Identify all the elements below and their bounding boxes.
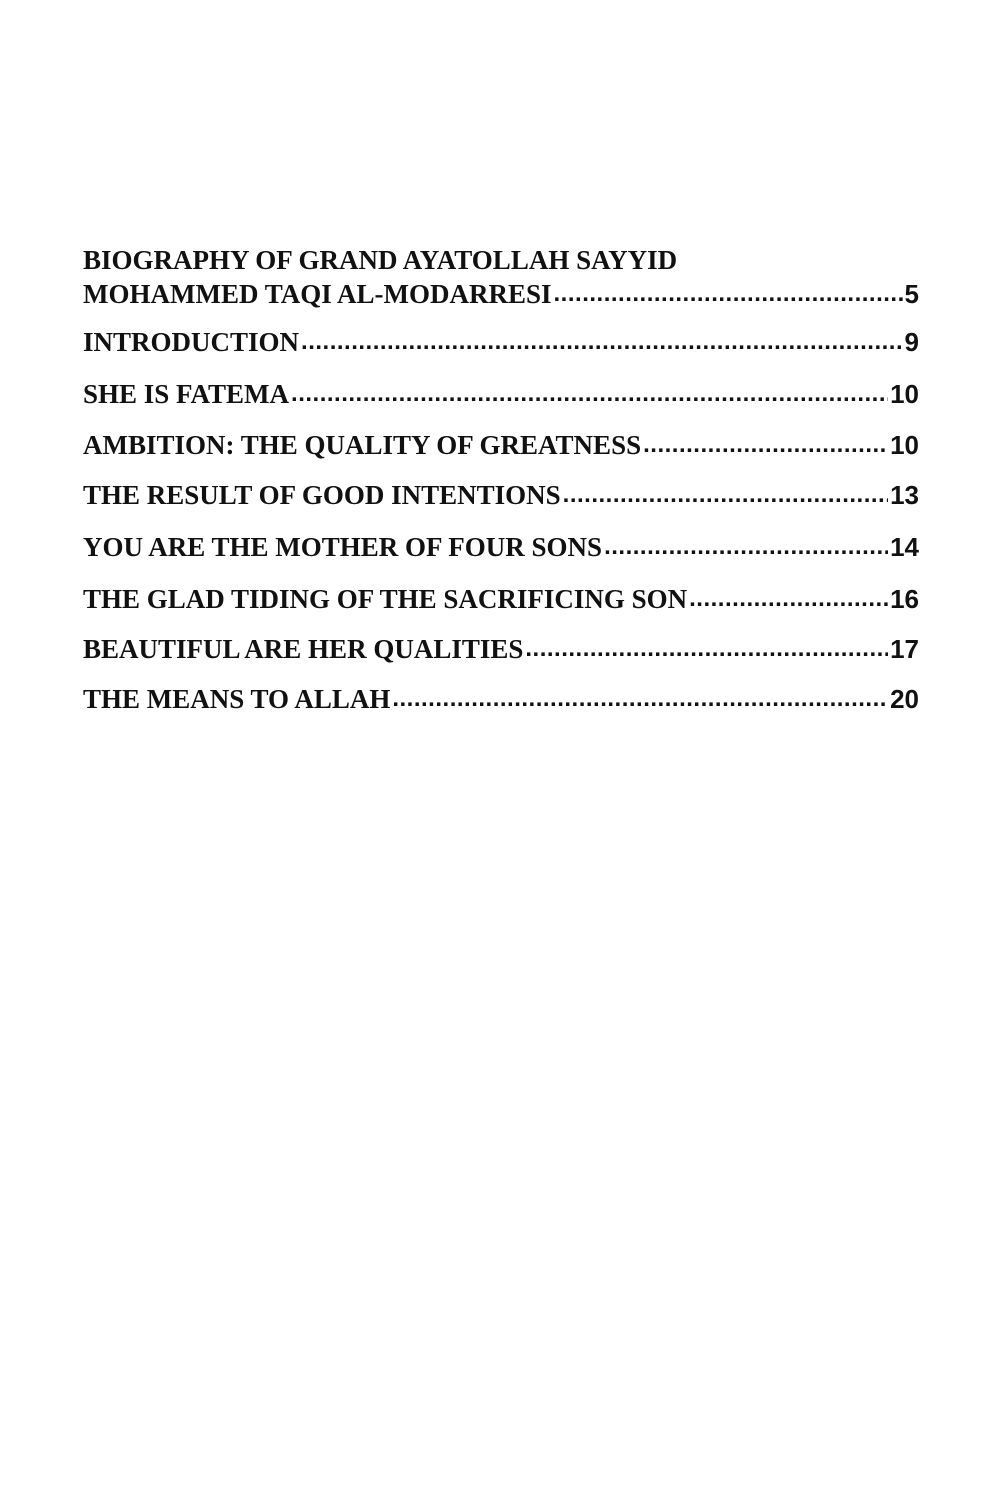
toc-entry-title: YOU ARE THE MOTHER OF FOUR SONS (83, 532, 603, 562)
toc-entry-good-intentions[interactable] (83, 478, 919, 512)
dot-leader (563, 478, 888, 512)
toc-entry-biography[interactable] (83, 243, 919, 311)
toc-entry-title: THE MEANS TO ALLAH (83, 684, 391, 714)
toc-entry-title: AMBITION: THE QUALITY OF GREATNESS (83, 430, 642, 460)
toc-page-number: 10 (890, 430, 919, 460)
toc-entry-ambition[interactable] (83, 428, 919, 462)
toc-entry-title: THE RESULT OF GOOD INTENTIONS (83, 480, 561, 510)
dot-leader (689, 582, 888, 616)
dot-leader (392, 682, 888, 716)
dot-leader (301, 325, 903, 359)
toc-page-number: 13 (890, 480, 919, 510)
toc-entry-title-line2: MOHAMMED TAQI AL-MODARRESI (83, 279, 552, 309)
toc-entry-glad-tiding[interactable] (83, 582, 919, 616)
toc-page-number: 14 (890, 532, 919, 562)
toc-page-number: 5 (904, 279, 919, 309)
toc-entry-introduction[interactable] (83, 325, 919, 359)
toc-entry-title: THE GLAD TIDING OF THE SACRIFICING SON (83, 584, 688, 614)
dot-leader (554, 277, 903, 311)
toc-page-number: 9 (904, 327, 919, 357)
toc-entry-title: INTRODUCTION (83, 327, 300, 357)
toc-page-number: 10 (890, 379, 919, 409)
toc-entry-title: BEAUTIFUL ARE HER QUALITIES (83, 634, 524, 664)
toc-entry-title: SHE IS FATEMA (83, 379, 290, 409)
dot-leader (525, 632, 888, 666)
toc-entry-mother-of-four-sons[interactable] (83, 530, 919, 564)
dot-leader (291, 377, 888, 411)
dot-leader (643, 428, 888, 462)
dot-leader (604, 530, 888, 564)
table-of-contents (83, 243, 919, 716)
toc-page-number: 17 (890, 634, 919, 664)
toc-page-number: 20 (890, 684, 919, 714)
toc-entry-she-is-fatema[interactable] (83, 377, 919, 411)
toc-entry-title-line1: BIOGRAPHY OF GRAND AYATOLLAH SAYYID (83, 245, 678, 275)
toc-entry-means-to-allah[interactable] (83, 682, 919, 716)
toc-entry-beautiful-qualities[interactable] (83, 632, 919, 666)
toc-page-number: 16 (890, 584, 919, 614)
